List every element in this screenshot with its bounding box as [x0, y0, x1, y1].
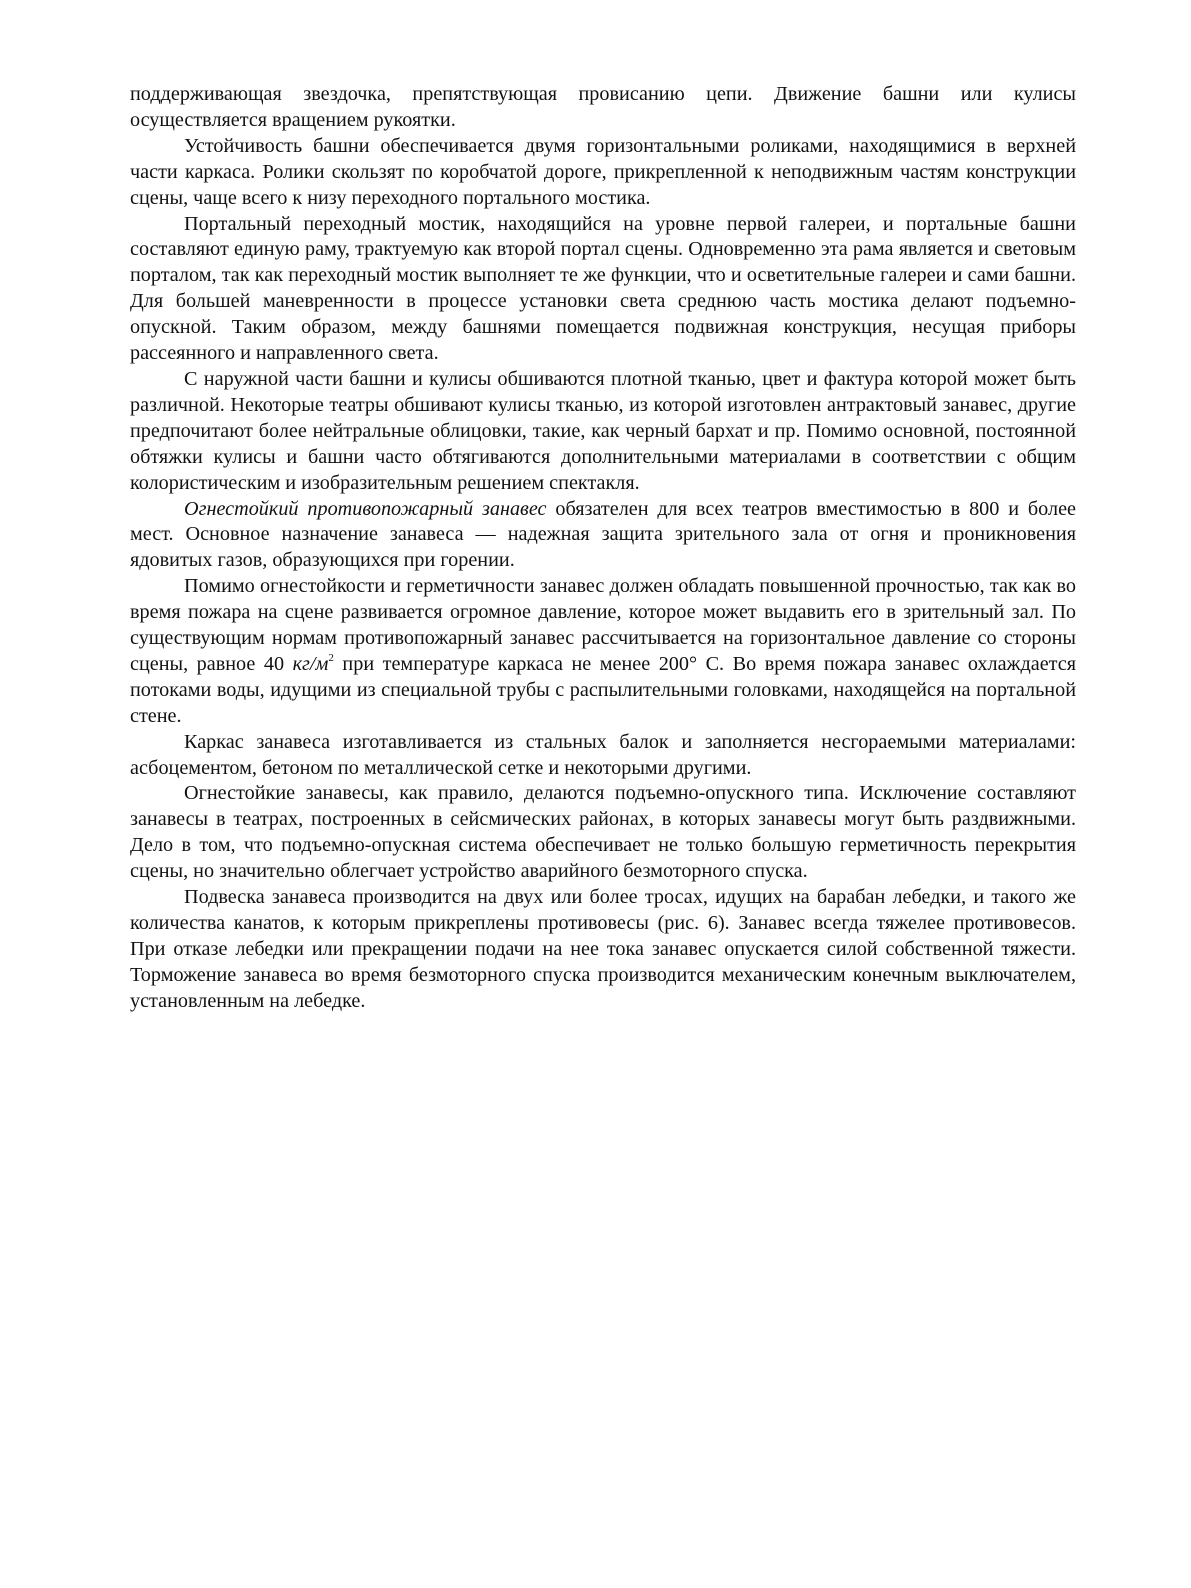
paragraph-5 [130, 497, 1076, 575]
document-page [130, 82, 1076, 1015]
paragraph-5-text: обязателен для всех театров вместимостью в 800 и более мест. Основное назначение занавеса — надежная защита зрительного зала от огня и проникновения ядовитых газов, образующихся при горении. [130, 497, 1076, 572]
paragraph-8: Огнестойкие занавесы, как правило, делаются подъемно-опускного типа. Исключение составляют занавесы в театрах, построенных в сейсмических районах, в которых занавесы могут быть раздвижными. Дело в том, что подъемно-опускная система обеспечивает не только большую герметичность перекрытия сцены, но значительно облегчает устройство аварийного безмоторного спуска. [130, 782, 1076, 883]
fire-curtain-term: Огнестойкий противопожарный занавес [184, 497, 547, 520]
paragraph-9: Подвеска занавеса производится на двух или более тросах, идущих на барабан лебедки, и такого же количества канатов, к которым прикреплены противовесы (рис. 6). Занавес всегда тяжелее противовесов. При отказе лебедки или прекращении подачи на нее тока занавес опускается силой собственной тяжести. Торможение занавеса во время безмоторного спуска производится механическим конечным выключателем, установленным на лебедке. [130, 886, 1076, 1012]
paragraph-1: поддерживающая звездочка, препятствующая провисанию цепи. Движение башни или кулисы осуществляется вращением рукоятки. [130, 83, 1076, 131]
paragraph-2: Устойчивость башни обеспечивается двумя горизонтальными роликами, находящимися в верхней части каркаса. Ролики скользят по коробчатой дороге, прикрепленной к неподвижным частям конструкции сцены, чаще всего к низу переходного портального мостика. [130, 134, 1076, 209]
paragraph-6 [130, 574, 1076, 729]
pressure-unit: кг/м [292, 652, 329, 675]
paragraph-7: Каркас занавеса изготавливается из стальных балок и заполняется несгораемыми материалами: асбоцементом, бетоном по металлической сетке и некоторыми другими. [130, 730, 1076, 779]
paragraph-4: С наружной части башни и кулисы обшиваются плотной тканью, цвет и фактура которой может быть различной. Некоторые театры обшивают кулисы тканью, из которой изготовлен антрактовый занавес, другие предпочитают более нейтральные облицовки, такие, как черный бархат и пр. Помимо основной, постоянной обтяжки кулисы и башни часто обтягиваются дополнительными материалами в соответствии с общим колористическим и изобразительным решением спектакля. [130, 367, 1076, 494]
pressure-unit-superscript: 2 [328, 652, 334, 665]
paragraph-3: Портальный переходный мостик, находящийся на уровне первой галереи, и портальные башни составляют единую раму, трактуемую как второй портал сцены. Одновременно эта рама является и световым порталом, так как переходный мостик выполняет те же функции, что и осветительные галереи и сами башни. Для большей маневренности в процессе установки света среднюю часть мостика делают подъемно-опускной. Таким образом, между башнями помещается подвижная конструкция, несущая приборы рассеянного и направленного света. [130, 212, 1076, 365]
paragraph-6-text-after: при температуре каркаса не менее 200° С. Во время пожара занавес охлаждается потоками воды, идущими из специальной трубы с распылительными головками, находящейся на портальной стене. [130, 652, 1076, 727]
paragraph-6-text-before: Помимо огнестойкости и герметичности занавес должен обладать повышенной прочностью, так как во время пожара на сцене развивается огромное давление, которое может выдавить его в зрительный зал. По существующим нормам противопожарный занавес рассчитывается на горизонтальное давление со стороны сцены, равное 40 [130, 575, 1076, 675]
